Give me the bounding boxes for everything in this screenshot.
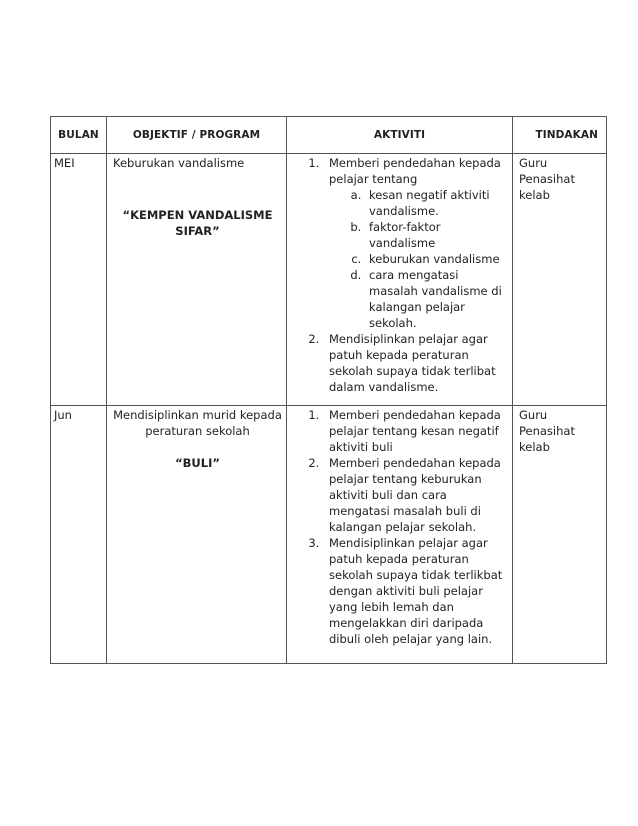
activity-subitem: d. cara mengatasi masalah vandalisme di kalangan pelajar sekolah. [365,267,506,331]
objektif-text: Mendisiplinkan murid kepada peraturan sekolah [113,408,282,438]
cell-tindakan: Guru Penasihat kelab [513,406,607,664]
program-title: “KEMPEN VANDALISME SIFAR” [122,208,273,238]
activity-text: Mendisiplinkan pelajar agar patuh kepada peraturan sekolah supaya tidak terlibat dalam vandalisme. [329,332,496,394]
activity-item [323,331,506,395]
activity-sublist [329,187,506,331]
activity-item [323,455,506,535]
activity-text: Memberi pendedahan kepada pelajar tentang kesan negatif aktiviti buli [329,408,501,454]
cell-objektif [107,154,287,406]
activity-subitem: c. keburukan vandalisme [365,251,506,267]
table-header-row [51,117,607,154]
table-row [51,154,607,406]
activity-subitem: b. faktor-faktor vandalisme [365,219,506,251]
activity-list [287,155,506,395]
header-objektif: OBJEKTIF / PROGRAM [107,117,287,154]
activity-text: Memberi pendedahan kepada pelajar tentang keburukan aktiviti buli dan cara mengatasi masalah buli di kalangan pelajar sekolah. [329,456,501,534]
cell-bulan: Jun [51,406,107,664]
header-tindakan: TINDAKAN [513,117,607,154]
header-bulan: BULAN [51,117,107,154]
activity-plan-table [50,116,607,664]
header-aktiviti: AKTIVITI [287,117,513,154]
activity-text: Mendisiplinkan pelajar agar patuh kepada peraturan sekolah supaya tidak terlikbat dengan aktiviti buli pelajar yang lebih lemah dan mengelakkan diri daripada dibuli oleh pelajar yang lain. [329,536,503,646]
activity-item [323,535,506,647]
objektif-text: Keburukan vandalisme [113,156,245,170]
cell-aktiviti [287,406,513,664]
cell-aktiviti [287,154,513,406]
cell-objektif [107,406,287,664]
activity-text: Memberi pendedahan kepada pelajar tentang [329,156,501,186]
activity-list [287,407,506,647]
activity-item [323,155,506,331]
activity-item [323,407,506,455]
table-row [51,406,607,664]
cell-bulan: MEI [51,154,107,406]
cell-tindakan: Guru Penasihat kelab [513,154,607,406]
activity-subitem: a. kesan negatif aktiviti vandalisme. [365,187,506,219]
program-title: “BULI” [175,456,220,470]
